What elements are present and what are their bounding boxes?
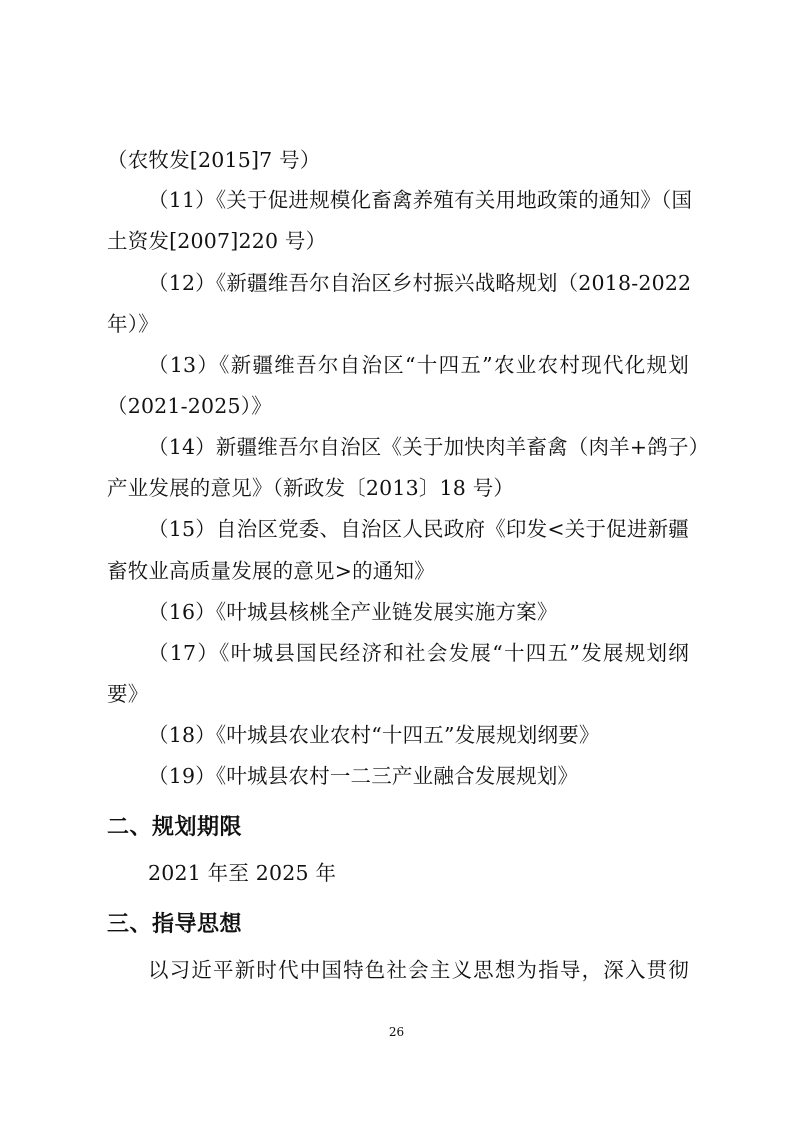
section-heading-period: 二、规划期限 [107,815,243,840]
section-body-guiding-thought: 以习近平新时代中国特色社会主义思想为指导，深入贯彻 [148,958,689,982]
line-1: （农牧发[2015]7 号） [107,148,321,172]
line-3: 土资发[2007]220 号） [107,229,327,253]
line-2: （11）《关于促进规模化畜禽养殖有关用地政策的通知》（国 [148,188,693,212]
section-body-period: 2021 年至 2025 年 [148,861,337,885]
line-13: （17）《叶城县国民经济和社会发展“十四五”发展规划纲 [148,641,689,665]
line-11: 畜牧业高质量发展的意见>的通知》 [107,559,435,583]
page-number: 26 [388,1025,405,1039]
line-7: （2021-2025）》 [107,394,272,418]
line-4: （12）《新疆维吾尔自治区乡村振兴战略规划（2018-2022 [148,271,692,295]
line-12: （16）《叶城县核桃全产业链发展实施方案》 [148,600,558,624]
line-14: 要》 [107,682,149,706]
line-8: （14）新疆维吾尔自治区《关于加快肉羊畜禽（肉羊+鸽子） [148,435,710,459]
line-5: 年）》 [107,312,159,336]
line-15: （18）《叶城县农业农村“十四五”发展规划纲要》 [148,723,600,747]
line-6: （13）《新疆维吾尔自治区“十四五”农业农村现代化规划 [148,353,689,377]
section-heading-guiding-thought: 三、指导思想 [107,912,243,937]
line-10: （15）自治区党委、自治区人民政府《印发<关于促进新疆 [148,517,689,541]
line-9: 产业发展的意见》（新政发〔2013〕18 号） [107,476,515,500]
line-16: （19）《叶城县农村一二三产业融合发展规划》 [148,764,579,788]
